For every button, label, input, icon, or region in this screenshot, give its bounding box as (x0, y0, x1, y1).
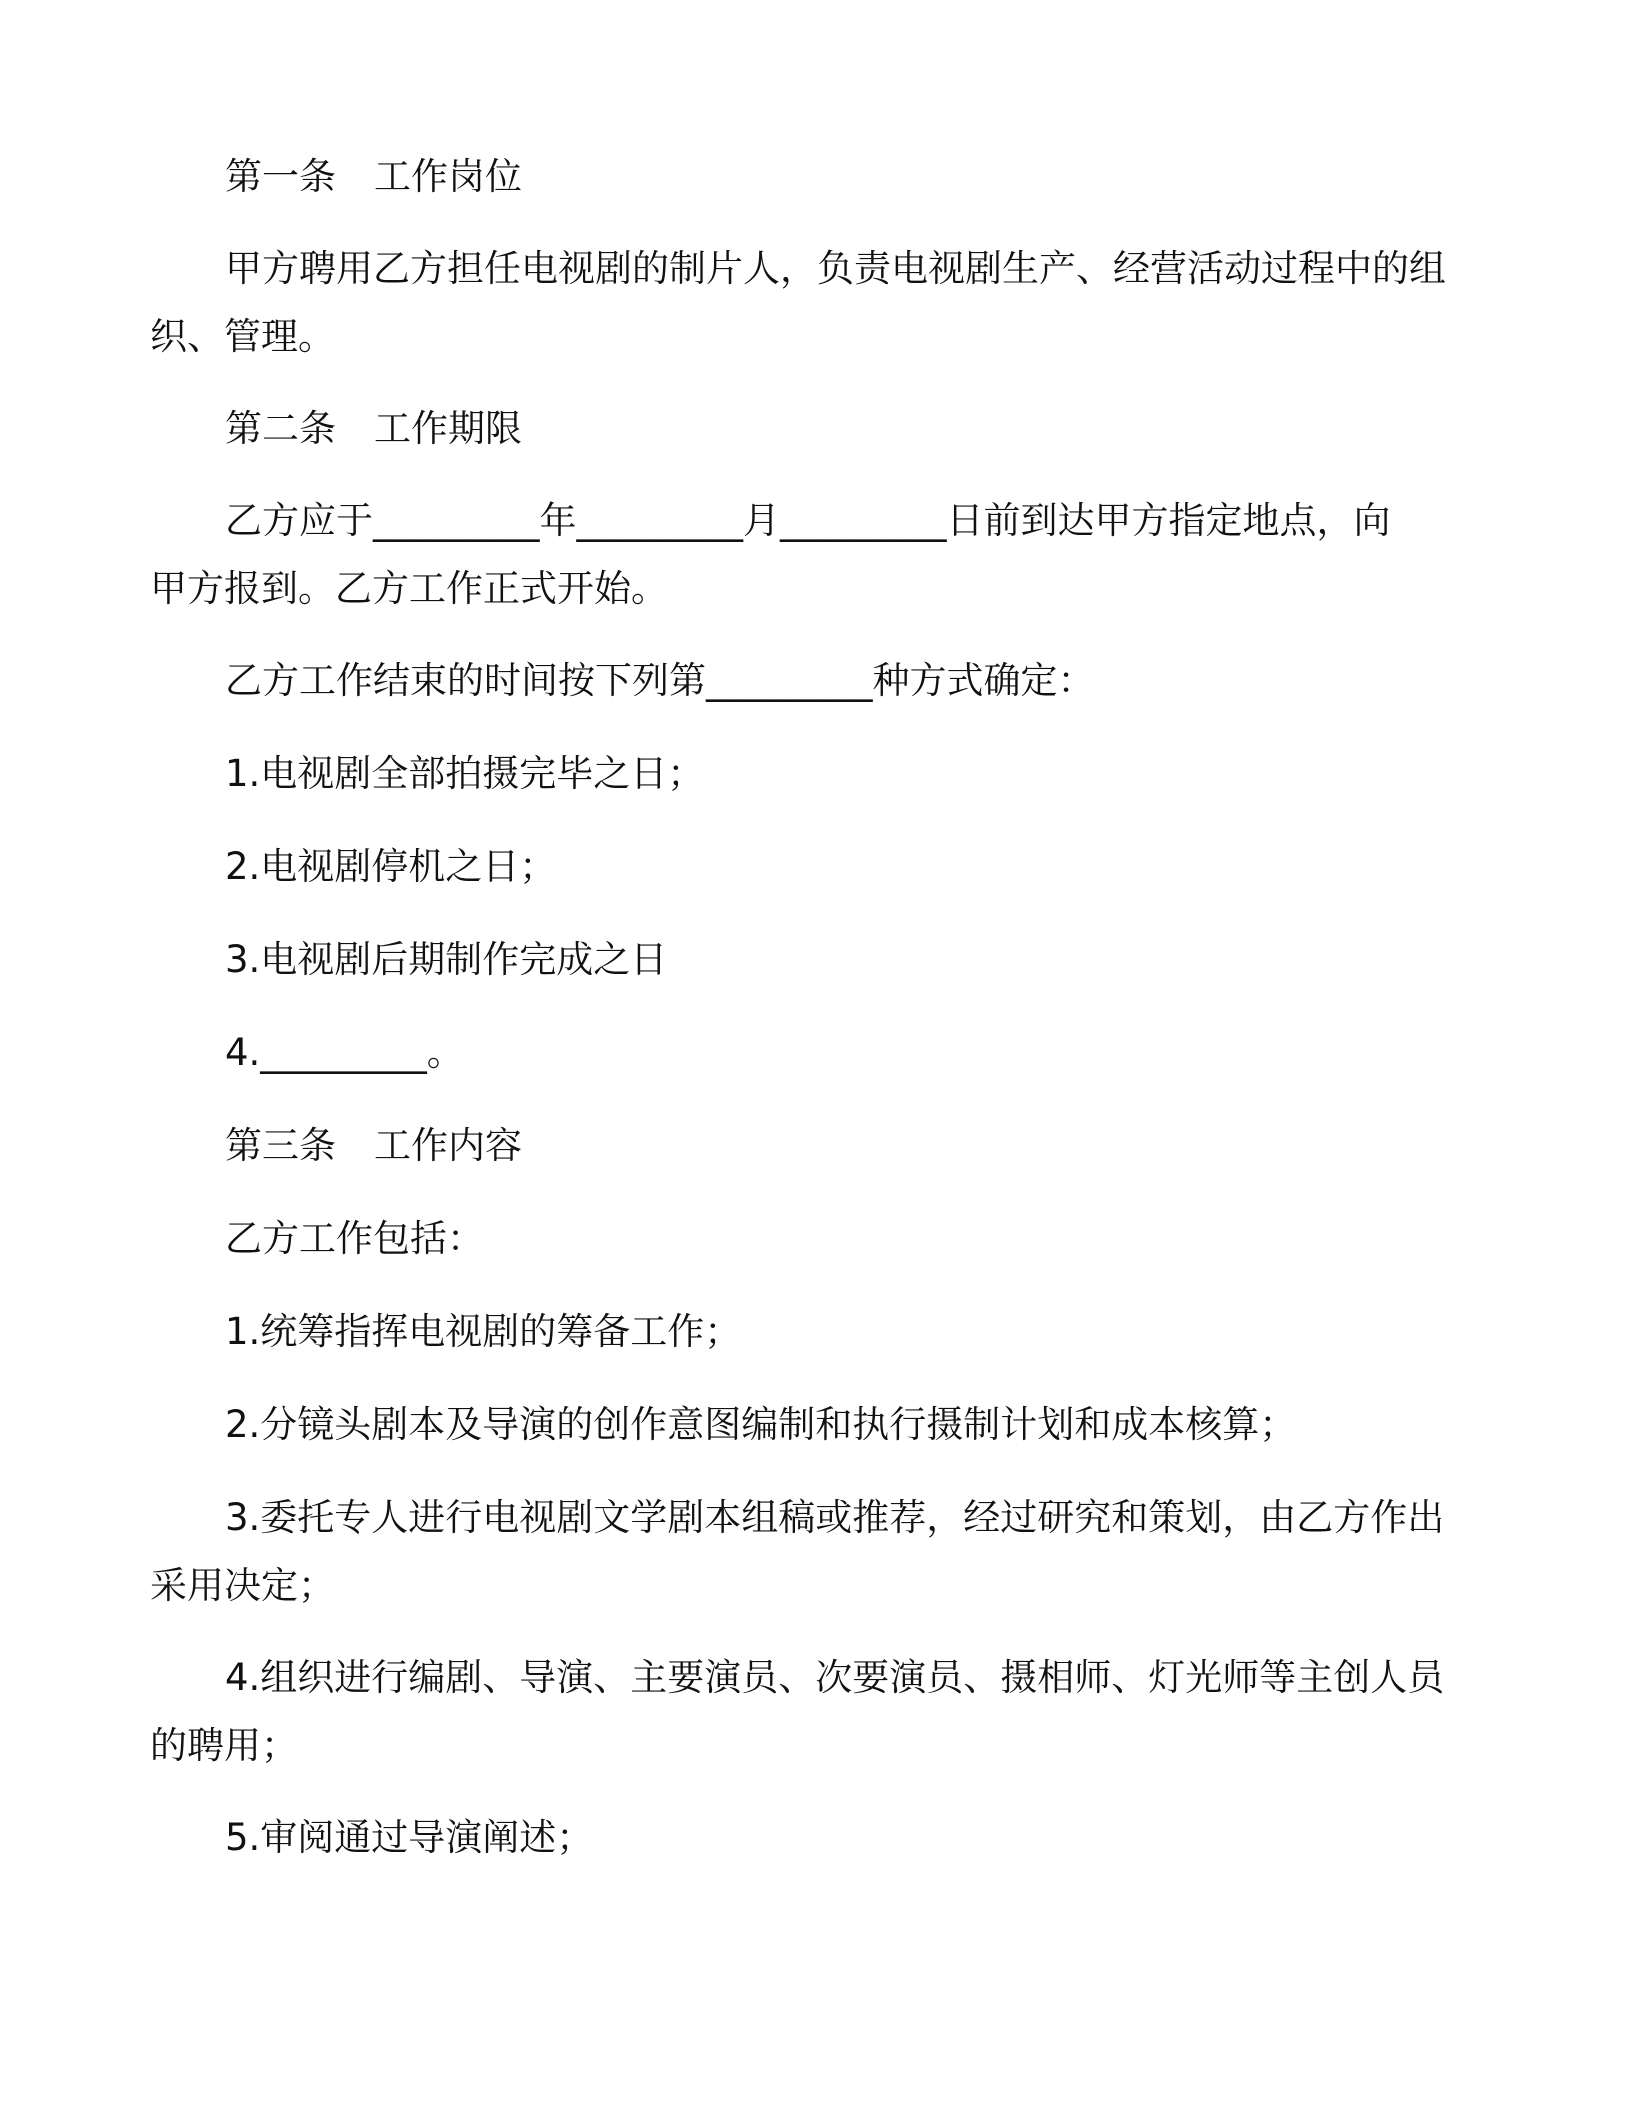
article-3-item-3-line-2: 采用决定； (150, 1564, 335, 1607)
article-2-option-3: 3.电视剧后期制作完成之日 (225, 938, 668, 981)
article-3-item-1: 1.统筹指挥电视剧的筹备工作； (225, 1310, 742, 1353)
article-2-option-1: 1.电视剧全部拍摄完毕之日； (225, 752, 705, 795)
article-2-text-line-2: 甲方报到。乙方工作正式开始。 (150, 567, 668, 610)
article-3-item-3-line-1: 3.委托专人进行电视剧文学剧本组稿或推荐，经过研究和策划，由乙方作出 (225, 1496, 1445, 1539)
article-3-intro: 乙方工作包括： (225, 1217, 484, 1260)
article-2-option-2: 2.电视剧停机之日； (225, 845, 557, 888)
article-1-heading: 第一条 工作岗位 (225, 155, 522, 198)
article-3-item-4-line-1: 4.组织进行编剧、导演、主要演员、次要演员、摄相师、灯光师等主创人员 (225, 1656, 1445, 1699)
article-2-heading: 第二条 工作期限 (225, 407, 522, 450)
article-2-option-4: 4._________。 (225, 1031, 464, 1074)
article-2-end-method: 乙方工作结束的时间按下列第_________种方式确定： (225, 659, 1095, 702)
article-1-text-line-2: 织、管理。 (150, 315, 335, 358)
article-3-heading: 第三条 工作内容 (225, 1124, 522, 1167)
article-1-text-line-1: 甲方聘用乙方担任电视剧的制片人，负责电视剧生产、经营活动过程中的组 (225, 247, 1446, 290)
article-2-text-line-1: 乙方应于_________年_________月_________日前到达甲方指定地点，向 (225, 499, 1391, 542)
article-3-item-4-line-2: 的聘用； (150, 1724, 298, 1767)
article-3-item-2: 2.分镜头剧本及导演的创作意图编制和执行摄制计划和成本核算； (225, 1403, 1297, 1446)
article-3-item-5: 5.审阅通过导演阐述； (225, 1816, 594, 1859)
